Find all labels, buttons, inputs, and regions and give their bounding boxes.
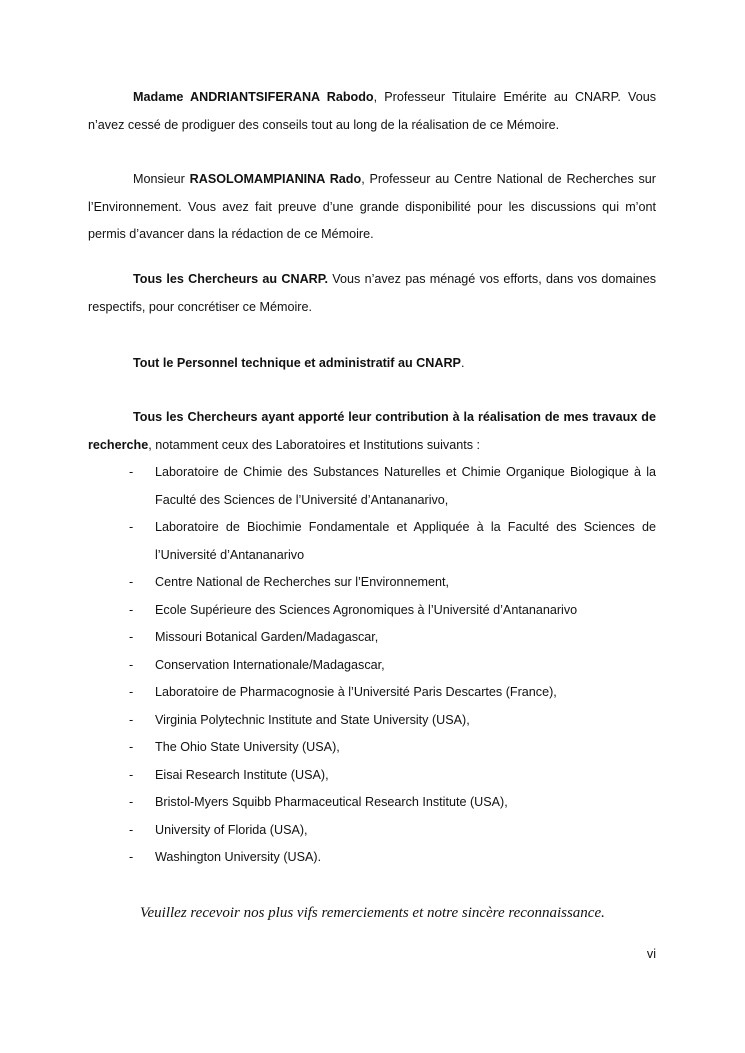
- list-item-text: University of Florida (USA),: [155, 822, 308, 837]
- institutions-list: [88, 459, 656, 872]
- list-item: [88, 734, 656, 762]
- paragraph-rasolomampianina: [88, 166, 656, 249]
- list-item-text: The Ohio State University (USA),: [155, 740, 340, 754]
- list-item-text: Eisai Research Institute (USA),: [155, 767, 329, 782]
- bold-heading: Tout le Personnel technique et administratif au CNARP: [133, 356, 461, 370]
- list-dash: -: [129, 657, 134, 672]
- list-item: [88, 707, 656, 735]
- list-item: [88, 789, 656, 817]
- list-item: [88, 762, 656, 790]
- list-item-text: Laboratoire de Biochimie Fondamentale et Appliquée à la Faculté des Sciences de l’Université d’Antananarivo: [155, 520, 656, 562]
- list-dash: -: [129, 602, 134, 617]
- list-dash: -: [129, 630, 134, 644]
- list-item: [88, 624, 656, 652]
- paragraph-text: Vous n’avez pas ménagé vos efforts, dans vos domaines respectifs, pour concrétiser ce Mémoire.: [88, 272, 656, 314]
- list-item-text: Bristol-Myers Squibb Pharmaceutical Research Institute (USA),: [155, 795, 508, 809]
- list-dash: -: [129, 795, 134, 809]
- list-item-text: Laboratoire de Chimie des Substances Naturelles et Chimie Organique Biologique à la Faculté des Sciences de l’Université d’Antananarivo,: [155, 465, 656, 507]
- closing-remark: Veuillez recevoir nos plus vifs remerciements et notre sincère reconnaissance.: [140, 905, 605, 921]
- list-item: [88, 597, 656, 625]
- list-dash: -: [129, 822, 134, 837]
- paragraph-chercheurs-cnarp: [88, 266, 656, 321]
- page-number: vi: [646, 947, 656, 961]
- list-dash: -: [129, 850, 134, 864]
- paragraph-personnel: [88, 350, 656, 378]
- list-item: [88, 569, 656, 597]
- paragraph-text: , Professeur Titulaire Emérite au CNARP. Vous n’avez cessé de prodiguer des conseils tout au long de la réalisation de ce Mémoire.: [88, 90, 656, 132]
- list-dash: -: [129, 740, 134, 754]
- bold-heading: Tous les Chercheurs au CNARP.: [133, 272, 329, 286]
- paragraph-text: , notamment ceux des Laboratoires et Institutions suivants :: [148, 437, 481, 452]
- list-dash: -: [129, 520, 134, 534]
- list-item: [88, 844, 656, 872]
- list-item: [88, 459, 656, 514]
- list-item-text: Virginia Polytechnic Institute and State University (USA),: [155, 712, 470, 727]
- list-item: [88, 679, 656, 707]
- list-dash: -: [129, 685, 134, 699]
- paragraph-text: .: [460, 356, 465, 370]
- document-page: [88, 0, 656, 1053]
- person-name: Madame ANDRIANTSIFERANA Rabodo: [133, 90, 374, 104]
- paragraph-andriantsiferana: [88, 84, 656, 139]
- list-dash: -: [129, 465, 134, 479]
- list-item: [88, 514, 656, 569]
- bold-heading: Tous les Chercheurs ayant apporté leur contribution à la réalisation de mes travaux de recherche: [88, 410, 656, 452]
- list-item-text: Centre National de Recherches sur l’Environnement,: [155, 575, 450, 589]
- list-item-text: Laboratoire de Pharmacognosie à l’Université Paris Descartes (France),: [155, 685, 557, 699]
- title-prefix: Monsieur: [133, 172, 190, 186]
- list-item-text: Missouri Botanical Garden/Madagascar,: [155, 630, 379, 644]
- list-item: [88, 652, 656, 680]
- list-item-text: Conservation Internationale/Madagascar,: [155, 657, 385, 672]
- list-dash: -: [129, 767, 134, 782]
- list-item: [88, 817, 656, 845]
- person-name: RASOLOMAMPIANINA Rado: [189, 172, 362, 186]
- list-dash: -: [129, 575, 134, 589]
- list-item-text: Washington University (USA).: [155, 850, 322, 864]
- list-dash: -: [129, 712, 134, 727]
- paragraph-text: , Professeur au Centre National de Recherches sur l’Environnement. Vous avez fait preuve d’une grande disponibilité pour les discussions qui m’ont permis d’avancer dans la rédaction de ce Mémoire.: [88, 172, 657, 241]
- paragraph-contributeurs: [88, 404, 656, 459]
- list-item-text: Ecole Supérieure des Sciences Agronomiques à l’Université d’Antananarivo: [155, 602, 578, 617]
